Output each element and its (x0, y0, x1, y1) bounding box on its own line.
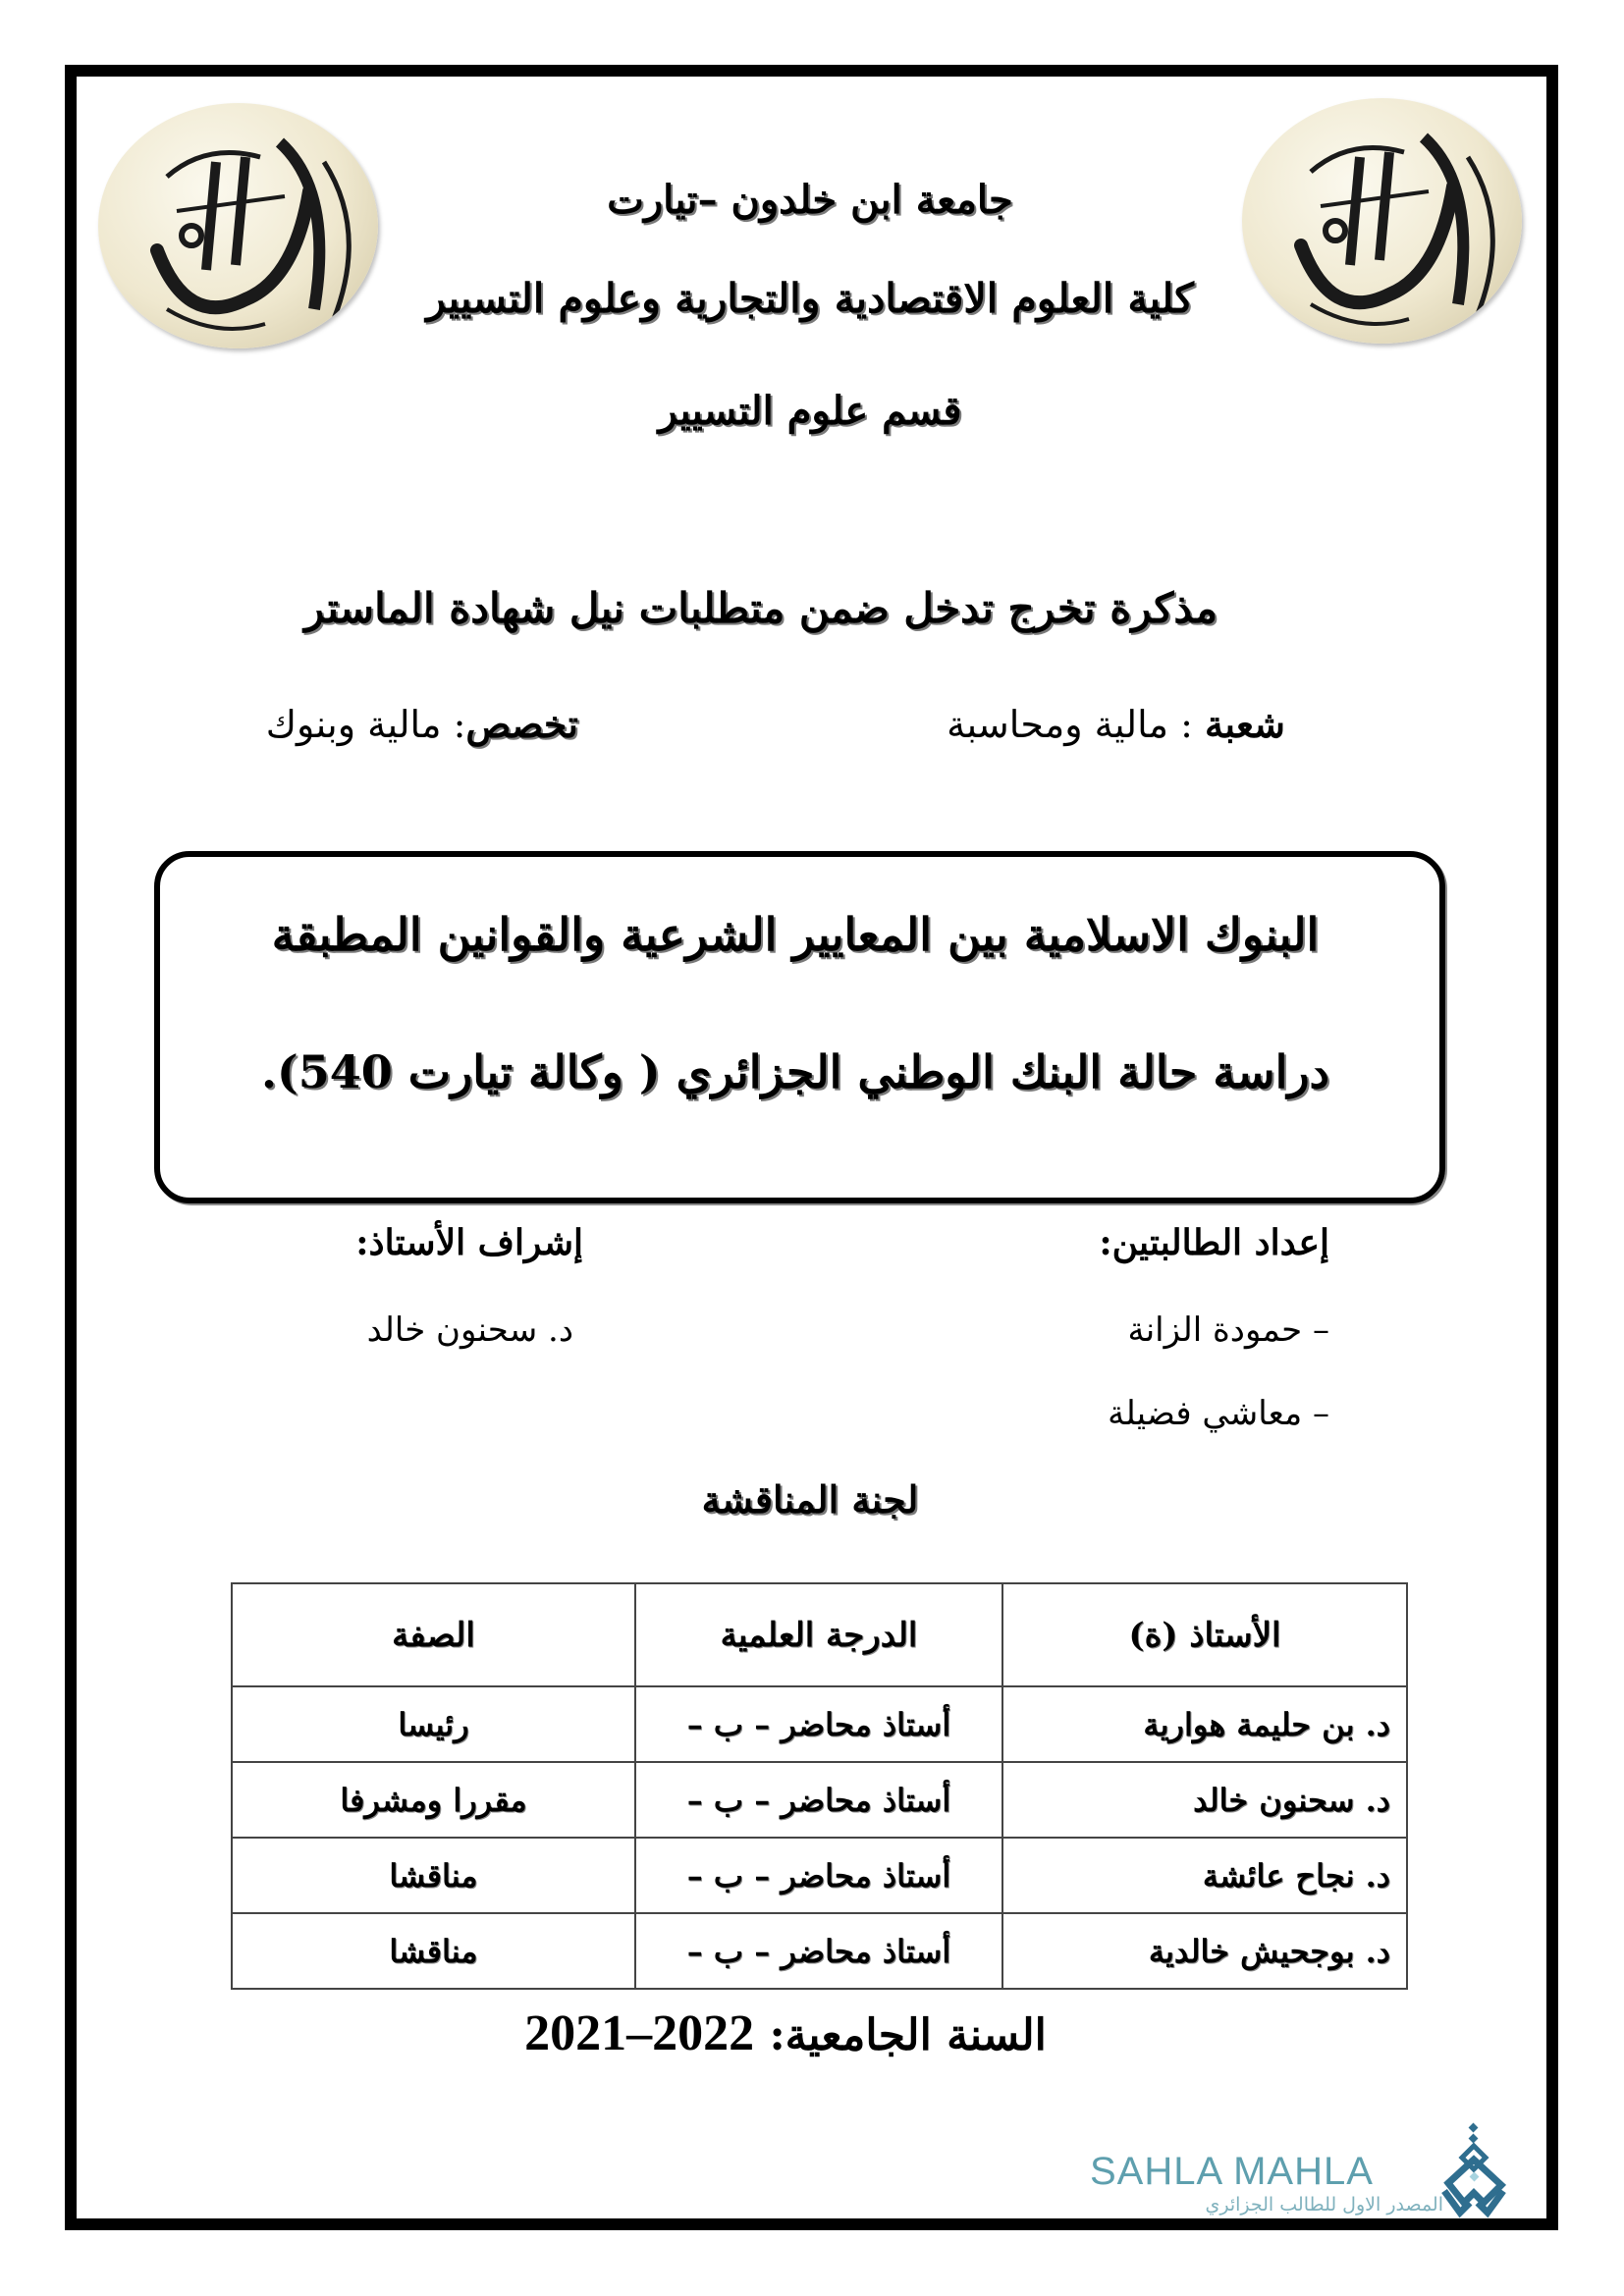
committee-table (231, 1582, 1408, 1990)
sahla-mahla-brand (1085, 2110, 1507, 2218)
specialty-separator: : (441, 703, 466, 746)
university-emblem-right-icon (1242, 98, 1522, 344)
branch-field (947, 702, 1285, 746)
committee-member-grade: أستاذ محاضر – ب – (635, 1686, 1002, 1762)
academic-year-value: 2021–2022 (524, 2005, 755, 2061)
prepared-by-label: إعداد الطالبتين: (1099, 1222, 1329, 1263)
table-row (232, 1762, 1407, 1838)
committee-member-grade: أستاذ محاضر – ب – (635, 1838, 1002, 1913)
branch-separator: : (1168, 703, 1205, 746)
column-header-role: الصفة (232, 1583, 635, 1686)
faculty-name: كلية العلوم الاقتصادية والتجارية وعلوم التسيير (426, 275, 1194, 322)
committee-member-role: مناقشا (232, 1838, 635, 1913)
brand-name: SAHLA MAHLA (1090, 2150, 1374, 2193)
thesis-title-line2: دراسة حالة البنك الوطني الجزائري ( وكالة تيارت 540). (260, 1045, 1330, 1098)
committee-member-role: مناقشا (232, 1913, 635, 1989)
department-name: قسم علوم التسيير (658, 388, 962, 434)
student-name: – معاشي فضيلة (1108, 1394, 1329, 1433)
committee-member-role: رئيسا (232, 1686, 635, 1762)
student-name: – حمودة الزانة (1127, 1310, 1329, 1350)
specialty-field (266, 702, 578, 746)
committee-member-name: د. نجاح عائشة (1002, 1838, 1407, 1913)
memo-statement: مذكرة تخرج تدخل ضمن متطلبات نيل شهادة الماستر (304, 584, 1218, 632)
brand-tagline: المصدر الاول للطالب الجزائري (1205, 2194, 1443, 2216)
table-row (232, 1838, 1407, 1913)
committee-member-name: د. بن حليمة هوارية (1002, 1686, 1407, 1762)
committee-member-role: مقررا ومشرفا (232, 1762, 635, 1838)
branch-label: شعبة (1204, 702, 1285, 746)
sahla-mahla-logo-icon (1440, 2122, 1507, 2220)
committee-member-grade: أستاذ محاضر – ب – (635, 1762, 1002, 1838)
specialty-value: مالية وبنوك (265, 703, 442, 746)
table-row (232, 1913, 1407, 1989)
thesis-title-line1: البنوك الاسلامية بين المعايير الشرعية والقوانين المطبقة (271, 908, 1320, 961)
academic-year-label: السنة الجامعية: (754, 2010, 1047, 2060)
column-header-grade: الدرجة العلمية (635, 1583, 1002, 1686)
branch-value: مالية ومحاسبة (947, 703, 1169, 746)
table-row (232, 1686, 1407, 1762)
university-name: جامعة ابن خلدون –تيارت (607, 177, 1013, 223)
committee-member-name: د. بوجحيش خالدية (1002, 1913, 1407, 1989)
column-header-professor: الأستاذ (ة) (1002, 1583, 1407, 1686)
committee-title: لجنة المناقشة (701, 1477, 919, 1522)
specialty-label: تخصص (465, 702, 578, 746)
supervision-label: إشراف الأستاذ: (355, 1222, 583, 1263)
committee-member-grade: أستاذ محاضر – ب – (635, 1913, 1002, 1989)
thesis-title-box (154, 851, 1445, 1203)
committee-header-row (232, 1583, 1407, 1686)
academic-year (393, 2004, 1178, 2062)
committee-member-name: د. سحنون خالد (1002, 1762, 1407, 1838)
university-emblem-left-icon (98, 103, 378, 348)
supervisor-name: د. سحنون خالد (366, 1310, 573, 1350)
